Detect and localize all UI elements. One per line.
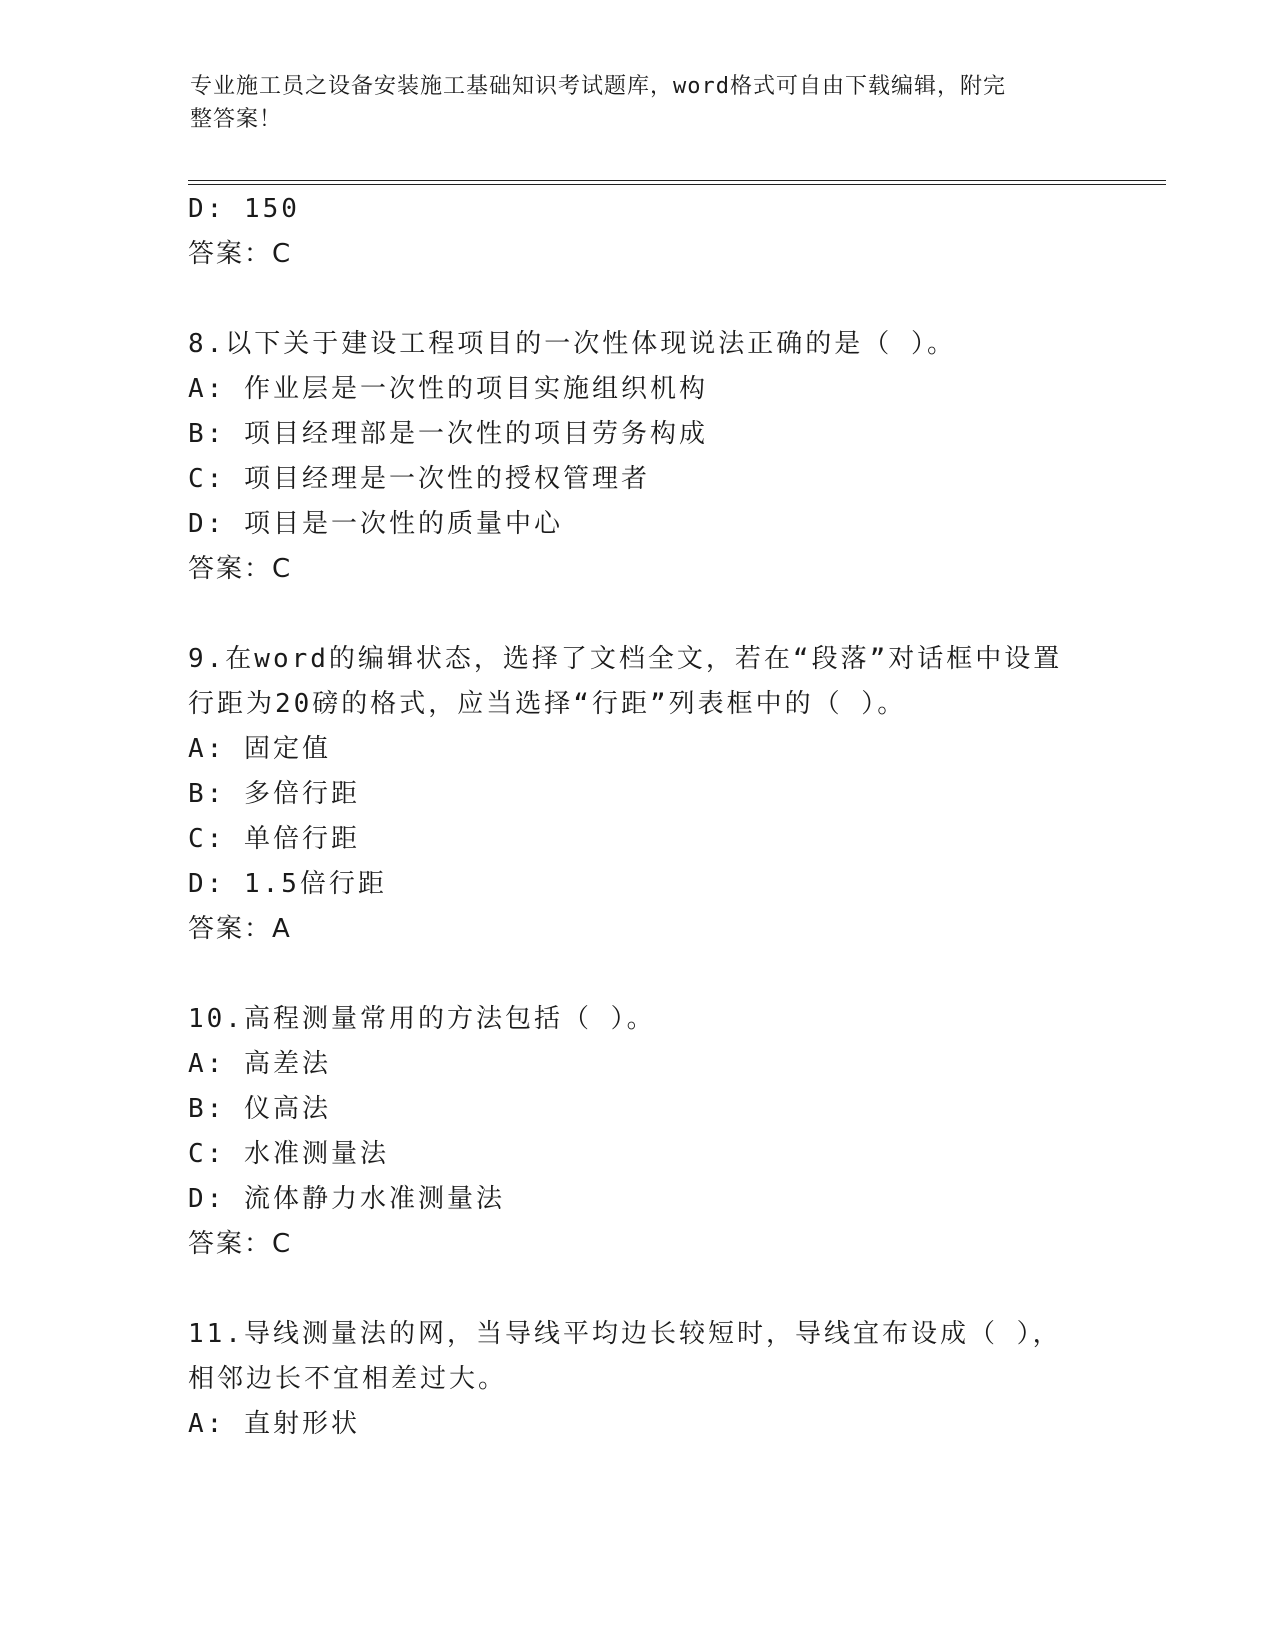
q10-option-b: B: 仪高法 — [188, 1094, 331, 1124]
q11-question-line-2: 相邻边长不宜相差过大。 — [188, 1364, 508, 1394]
q9-option-d: D: 1.5倍行距 — [188, 869, 387, 899]
q10-option-d: D: 流体静力水准测量法 — [188, 1184, 505, 1214]
header-line-2: 整答案！ — [190, 107, 283, 132]
q7-answer: 答案：C — [188, 239, 293, 269]
q9-question-line-2: 行距为20磅的格式，应当选择“行距”列表框中的（ ）。 — [188, 689, 907, 719]
q10-question: 10.高程测量常用的方法包括（ ）。 — [188, 1004, 656, 1034]
q8-option-a: A: 作业层是一次性的项目实施组织机构 — [188, 374, 708, 404]
q9-option-c: C: 单倍行距 — [188, 824, 360, 854]
q11-question-line-1: 11.导线测量法的网，当导线平均边长较短时，导线宜布设成（ ）， — [188, 1319, 1062, 1349]
document-header — [190, 70, 1090, 136]
q8-answer: 答案：C — [188, 554, 293, 584]
q10-answer: 答案：C — [188, 1229, 293, 1259]
q9-option-b: B: 多倍行距 — [188, 779, 360, 809]
q9-answer: 答案：A — [188, 914, 292, 944]
q8-question: 8.以下关于建设工程项目的一次性体现说法正确的是（ ）。 — [188, 329, 956, 359]
q11-option-a: A: 直射形状 — [188, 1409, 360, 1439]
q8-option-c: C: 项目经理是一次性的授权管理者 — [188, 464, 650, 494]
q8-option-b: B: 项目经理部是一次性的项目劳务构成 — [188, 419, 708, 449]
q10-option-a: A: 高差法 — [188, 1049, 331, 1079]
header-divider-top — [188, 180, 1166, 181]
q9-option-a: A: 固定值 — [188, 734, 331, 764]
q8-option-d: D: 项目是一次性的质量中心 — [188, 509, 563, 539]
header-line-1: 专业施工员之设备安装施工基础知识考试题库，word格式可自由下载编辑，附完 — [190, 74, 1006, 99]
q9-question-line-1: 9.在word的编辑状态，选择了文档全文，若在“段落”对话框中设置 — [188, 644, 1063, 674]
q10-option-c: C: 水准测量法 — [188, 1139, 389, 1169]
header-divider-bottom — [188, 184, 1166, 185]
q7-option-d: D: 150 — [188, 194, 300, 224]
